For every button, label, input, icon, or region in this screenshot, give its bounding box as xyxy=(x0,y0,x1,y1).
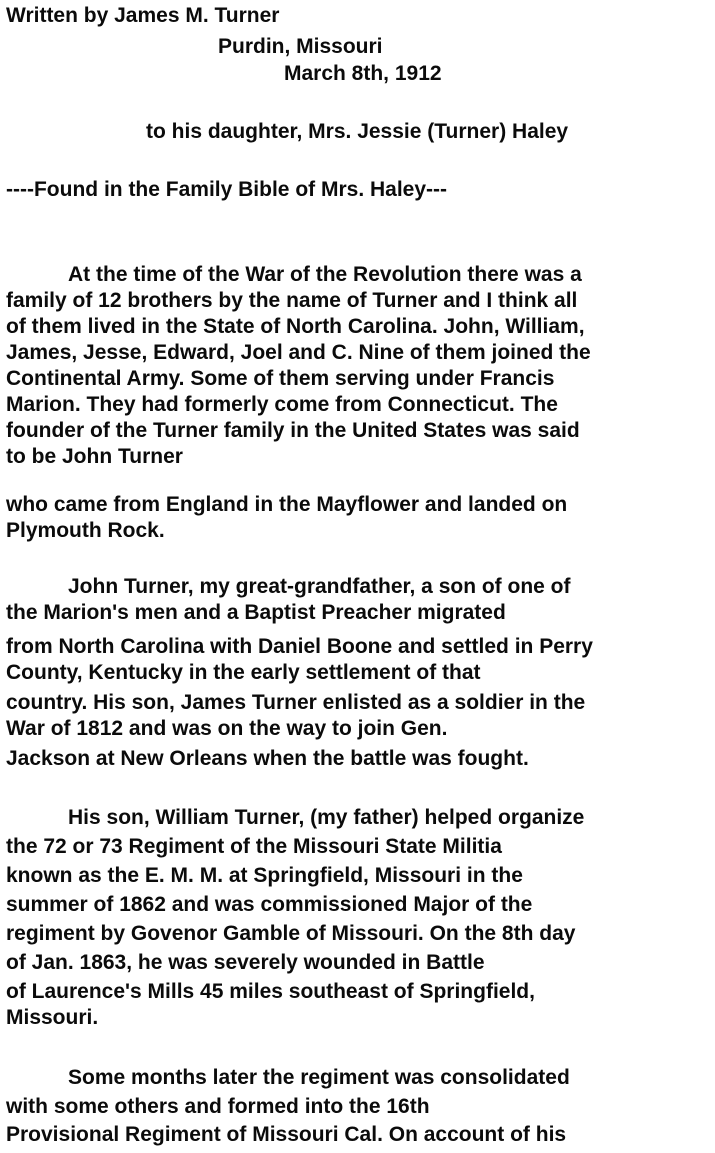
paragraph-1-line-10: Plymouth Rock. xyxy=(6,519,165,542)
paragraph-3-line-3: known as the E. M. M. at Springfield, Missouri in the xyxy=(6,864,523,887)
paragraph-3-line-1: His son, William Turner, (my father) helped organize xyxy=(68,806,585,829)
paragraph-2-line-7: Jackson at New Orleans when the battle was fought. xyxy=(6,747,529,770)
paragraph-1-line-6: Marion. They had formerly come from Connecticut. The xyxy=(6,393,558,416)
paragraph-1-line-8: to be John Turner xyxy=(6,445,183,468)
recipient-line: to his daughter, Mrs. Jessie (Turner) Haley xyxy=(146,120,569,143)
bible-note-line: ----Found in the Family Bible of Mrs. Haley--- xyxy=(6,178,447,201)
paragraph-3-line-5: regiment by Govenor Gamble of Missouri. On the 8th day xyxy=(6,922,576,945)
paragraph-2-line-4: County, Kentucky in the early settlement of that xyxy=(6,661,481,684)
paragraph-3-line-7: of Laurence's Mills 45 miles southeast of Springfield, xyxy=(6,980,535,1003)
paragraph-1-line-5: Continental Army. Some of them serving under Francis xyxy=(6,367,555,390)
paragraph-3-line-6: of Jan. 1863, he was severely wounded in Battle xyxy=(6,951,485,974)
paragraph-3-line-4: summer of 1862 and was commissioned Major of the xyxy=(6,893,533,916)
paragraph-2-line-1: John Turner, my great-grandfather, a son of one of xyxy=(68,575,571,598)
paragraph-1-line-9: who came from England in the Mayflower and landed on xyxy=(6,493,568,516)
place-line: Purdin, Missouri xyxy=(218,35,383,58)
paragraph-1-line-1: At the time of the War of the Revolution there was a xyxy=(68,263,582,286)
paragraph-4-line-1: Some months later the regiment was consolidated xyxy=(68,1066,570,1089)
paragraph-2-line-5: country. His son, James Turner enlisted as a soldier in the xyxy=(6,691,586,714)
paragraph-2-line-2: the Marion's men and a Baptist Preacher migrated xyxy=(6,601,506,624)
paragraph-4-line-2: with some others and formed into the 16th xyxy=(6,1095,430,1118)
paragraph-1-line-2: family of 12 brothers by the name of Turner and I think all xyxy=(6,289,578,312)
paragraph-4-line-3: Provisional Regiment of Missouri Cal. On account of his xyxy=(6,1123,567,1146)
paragraph-1-line-4: James, Jesse, Edward, Joel and C. Nine of them joined the xyxy=(6,341,591,364)
paragraph-3-line-8: Missouri. xyxy=(6,1006,99,1029)
date-line: March 8th, 1912 xyxy=(284,62,442,85)
paragraph-2-line-6: War of 1812 and was on the way to join Gen. xyxy=(6,717,448,740)
paragraph-2-line-3: from North Carolina with Daniel Boone and settled in Perry xyxy=(6,635,593,658)
author-line: Written by James M. Turner xyxy=(6,4,280,27)
paragraph-1-line-7: founder of the Turner family in the United States was said xyxy=(6,419,580,442)
paragraph-1-line-3: of them lived in the State of North Carolina. John, William, xyxy=(6,315,585,338)
paragraph-3-line-2: the 72 or 73 Regiment of the Missouri State Militia xyxy=(6,835,502,858)
